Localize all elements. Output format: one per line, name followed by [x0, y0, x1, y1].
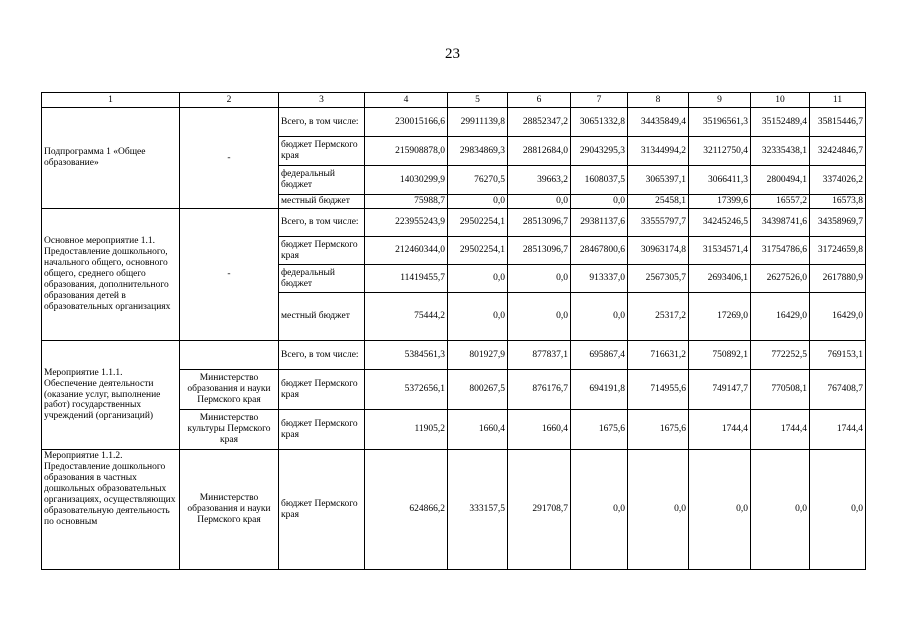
- value-cell: 2567305,7: [628, 265, 689, 293]
- value-cell: 16557,2: [751, 195, 810, 209]
- value-cell: 28467800,6: [571, 237, 628, 265]
- value-cell: 32424846,7: [810, 137, 866, 166]
- value-cell: 291708,7: [508, 450, 571, 570]
- program-name: Подпрограмма 1 «Общее образование»: [42, 108, 180, 209]
- value-cell: 34245246,5: [689, 209, 751, 237]
- value-cell: 0,0: [810, 450, 866, 570]
- funding-source: федеральный бюджет: [279, 265, 365, 293]
- value-cell: 877837,1: [508, 341, 571, 370]
- responsible-executor: Министерство культуры Пермского края: [180, 410, 279, 450]
- column-number: 4: [365, 93, 448, 108]
- value-cell: 75444,2: [365, 293, 448, 341]
- value-cell: 5372656,1: [365, 370, 448, 410]
- value-cell: 767408,7: [810, 370, 866, 410]
- column-number: 1: [42, 93, 180, 108]
- value-cell: 1675,6: [571, 410, 628, 450]
- value-cell: 25317,2: [628, 293, 689, 341]
- value-cell: 0,0: [571, 195, 628, 209]
- value-cell: 694191,8: [571, 370, 628, 410]
- value-cell: 28513096,7: [508, 237, 571, 265]
- activity-name: Мероприятие 1.1.1. Обеспечение деятельности (оказание услуг, выполнение работ) государственных учреждений (организаций): [42, 341, 180, 450]
- value-cell: 1744,4: [751, 410, 810, 450]
- value-cell: 770508,1: [751, 370, 810, 410]
- table-row: [42, 209, 866, 237]
- value-cell: 0,0: [751, 450, 810, 570]
- value-cell: 32112750,4: [689, 137, 751, 166]
- value-cell: 31344994,2: [628, 137, 689, 166]
- value-cell: 0,0: [571, 450, 628, 570]
- funding-source: местный бюджет: [279, 195, 365, 209]
- value-cell: 772252,5: [751, 341, 810, 370]
- column-number: 6: [508, 93, 571, 108]
- value-cell: 0,0: [448, 265, 508, 293]
- funding-source: бюджет Пермского края: [279, 410, 365, 450]
- value-cell: 2693406,1: [689, 265, 751, 293]
- value-cell: 28852347,2: [508, 108, 571, 137]
- value-cell: 16429,0: [751, 293, 810, 341]
- value-cell: 624866,2: [365, 450, 448, 570]
- budget-table: [41, 92, 866, 570]
- value-cell: 750892,1: [689, 341, 751, 370]
- value-cell: 29911139,8: [448, 108, 508, 137]
- value-cell: 11419455,7: [365, 265, 448, 293]
- value-cell: 2627526,0: [751, 265, 810, 293]
- funding-source: бюджет Пермского края: [279, 237, 365, 265]
- value-cell: 29043295,3: [571, 137, 628, 166]
- funding-source: Всего, в том числе:: [279, 341, 365, 370]
- value-cell: 2617880,9: [810, 265, 866, 293]
- value-cell: 1675,6: [628, 410, 689, 450]
- value-cell: 1608037,5: [571, 166, 628, 195]
- value-cell: 0,0: [448, 195, 508, 209]
- value-cell: 212460344,0: [365, 237, 448, 265]
- value-cell: 25458,1: [628, 195, 689, 209]
- value-cell: 34358969,7: [810, 209, 866, 237]
- page-number: 23: [445, 46, 460, 62]
- value-cell: 35152489,4: [751, 108, 810, 137]
- value-cell: 76270,5: [448, 166, 508, 195]
- value-cell: 0,0: [448, 293, 508, 341]
- value-cell: 30651332,8: [571, 108, 628, 137]
- value-cell: 29834869,3: [448, 137, 508, 166]
- value-cell: 3374026,2: [810, 166, 866, 195]
- value-cell: 0,0: [508, 293, 571, 341]
- value-cell: 31724659,8: [810, 237, 866, 265]
- column-number: 3: [279, 93, 365, 108]
- value-cell: 3065397,1: [628, 166, 689, 195]
- value-cell: 39663,2: [508, 166, 571, 195]
- value-cell: 876176,7: [508, 370, 571, 410]
- value-cell: 2800494,1: [751, 166, 810, 195]
- value-cell: 17399,6: [689, 195, 751, 209]
- value-cell: 30963174,8: [628, 237, 689, 265]
- funding-source: бюджет Пермского края: [279, 137, 365, 166]
- value-cell: 29381137,6: [571, 209, 628, 237]
- value-cell: 29502254,1: [448, 237, 508, 265]
- value-cell: 16429,0: [810, 293, 866, 341]
- value-cell: 75988,7: [365, 195, 448, 209]
- value-cell: 0,0: [628, 450, 689, 570]
- value-cell: 800267,5: [448, 370, 508, 410]
- value-cell: 0,0: [689, 450, 751, 570]
- column-number: 5: [448, 93, 508, 108]
- value-cell: 333157,5: [448, 450, 508, 570]
- responsible-executor: Министерство образования и науки Пермского края: [180, 450, 279, 570]
- value-cell: 14030299,9: [365, 166, 448, 195]
- column-number: 7: [571, 93, 628, 108]
- column-number: 11: [810, 93, 866, 108]
- table-row: [42, 341, 866, 370]
- value-cell: 0,0: [508, 195, 571, 209]
- value-cell: 1744,4: [810, 410, 866, 450]
- value-cell: 17269,0: [689, 293, 751, 341]
- column-number: 8: [628, 93, 689, 108]
- value-cell: 0,0: [571, 293, 628, 341]
- value-cell: 223955243,9: [365, 209, 448, 237]
- value-cell: 29502254,1: [448, 209, 508, 237]
- value-cell: 5384561,3: [365, 341, 448, 370]
- responsible-executor: Министерство образования и науки Пермского края: [180, 370, 279, 410]
- value-cell: 35815446,7: [810, 108, 866, 137]
- funding-source: Всего, в том числе:: [279, 108, 365, 137]
- value-cell: 11905,2: [365, 410, 448, 450]
- value-cell: 35196561,3: [689, 108, 751, 137]
- funding-source: федеральный бюджет: [279, 166, 365, 195]
- funding-source: местный бюджет: [279, 293, 365, 341]
- value-cell: 33555797,7: [628, 209, 689, 237]
- activity-name: Мероприятие 1.1.2. Предоставление дошкольного образования в частных дошкольных образовательных организациях, осуществляющих образовательную деятельность по основным: [42, 450, 180, 570]
- value-cell: 3066411,3: [689, 166, 751, 195]
- value-cell: 714955,6: [628, 370, 689, 410]
- column-number-row: [42, 93, 866, 108]
- funding-source: Всего, в том числе:: [279, 209, 365, 237]
- column-number: 2: [180, 93, 279, 108]
- value-cell: 16573,8: [810, 195, 866, 209]
- value-cell: 749147,7: [689, 370, 751, 410]
- value-cell: 28513096,7: [508, 209, 571, 237]
- value-cell: 0,0: [508, 265, 571, 293]
- value-cell: 32335438,1: [751, 137, 810, 166]
- column-number: 9: [689, 93, 751, 108]
- value-cell: 716631,2: [628, 341, 689, 370]
- funding-source: бюджет Пермского края: [279, 370, 365, 410]
- value-cell: 695867,4: [571, 341, 628, 370]
- value-cell: 1744,4: [689, 410, 751, 450]
- value-cell: 34398741,6: [751, 209, 810, 237]
- table-row: [42, 108, 866, 137]
- activity-name: Основное мероприятие 1.1. Предоставление дошкольного, начального общего, основного общего, среднего общего образования, дополнительного образования детей в образовательных организациях: [42, 209, 180, 341]
- column-number: 10: [751, 93, 810, 108]
- value-cell: 215908878,0: [365, 137, 448, 166]
- responsible-executor: -: [180, 108, 279, 209]
- responsible-executor: [180, 341, 279, 370]
- responsible-executor: -: [180, 209, 279, 341]
- value-cell: 230015166,6: [365, 108, 448, 137]
- value-cell: 913337,0: [571, 265, 628, 293]
- funding-source: бюджет Пермского края: [279, 450, 365, 570]
- table-row: [42, 450, 866, 570]
- value-cell: 769153,1: [810, 341, 866, 370]
- value-cell: 1660,4: [448, 410, 508, 450]
- value-cell: 1660,4: [508, 410, 571, 450]
- value-cell: 28812684,0: [508, 137, 571, 166]
- value-cell: 31534571,4: [689, 237, 751, 265]
- value-cell: 34435849,4: [628, 108, 689, 137]
- value-cell: 801927,9: [448, 341, 508, 370]
- value-cell: 31754786,6: [751, 237, 810, 265]
